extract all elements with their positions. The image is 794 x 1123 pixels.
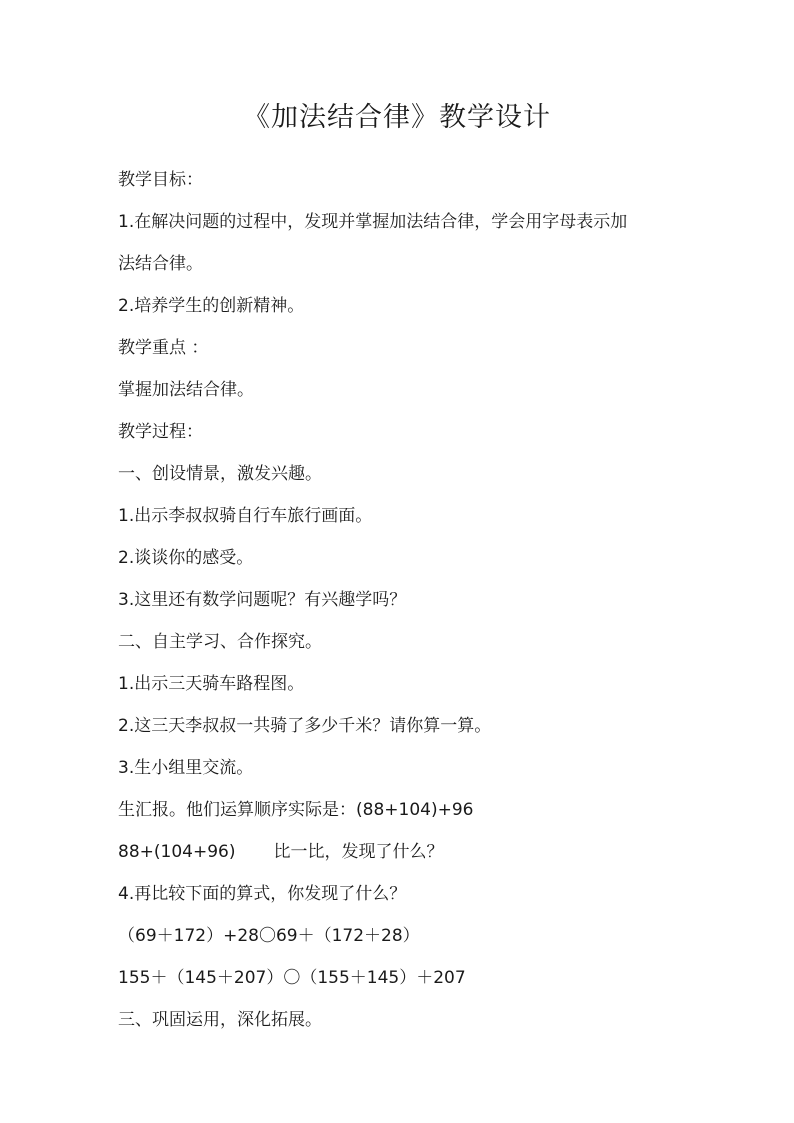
goal-line-2: 2.培养学生的创新精神。 <box>118 296 305 316</box>
section-heading-teaching-goals: 教学目标： <box>118 170 203 190</box>
process-part-2-step-4: 4.再比较下面的算式，你发现了什么？ <box>118 884 407 904</box>
process-part-1-step-1: 1.出示李叔叔骑自行车旅行画面。 <box>118 506 373 526</box>
process-part-2-step-3: 3.生小组里交流。 <box>118 758 254 778</box>
goal-line-1: 1.在解决问题的过程中，发现并掌握加法结合律，学会用字母表示加 <box>118 212 628 232</box>
process-part-1-heading: 一、创设情景，激发兴趣。 <box>118 464 322 484</box>
section-heading-teaching-process: 教学过程： <box>118 422 203 442</box>
expression-line-1: （69＋172）+28〇69＋（172＋28） <box>118 926 420 946</box>
expression-line-2: 155＋（145＋207）〇（155＋145）＋207 <box>118 968 466 988</box>
process-part-2-heading: 二、自主学习、合作探究。 <box>118 632 322 652</box>
document-title: 《加法结合律》教学设计 <box>243 102 551 133</box>
process-part-1-step-2: 2.谈谈你的感受。 <box>118 548 254 568</box>
process-part-2-step-2: 2.这三天李叔叔一共骑了多少千米？请你算一算。 <box>118 716 492 736</box>
expression-88-104-96: 88+(104+96) <box>118 842 236 862</box>
process-part-1-step-3: 3.这里还有数学问题呢？有兴趣学吗？ <box>118 590 407 610</box>
goal-line-1-continued: 法结合律。 <box>118 254 203 274</box>
comparison-line <box>118 840 443 864</box>
section-heading-key-points: 教学重点 ： <box>118 338 209 358</box>
student-report-line: 生汇报。他们运算顺序实际是：(88+104)+96 <box>118 800 474 820</box>
process-part-2-step-1: 1.出示三天骑车路程图。 <box>118 674 305 694</box>
process-part-3-heading: 三、巩固运用，深化拓展。 <box>118 1010 322 1030</box>
key-point-line: 掌握加法结合律。 <box>118 380 254 400</box>
compare-question: 比一比，发现了什么？ <box>273 842 444 862</box>
